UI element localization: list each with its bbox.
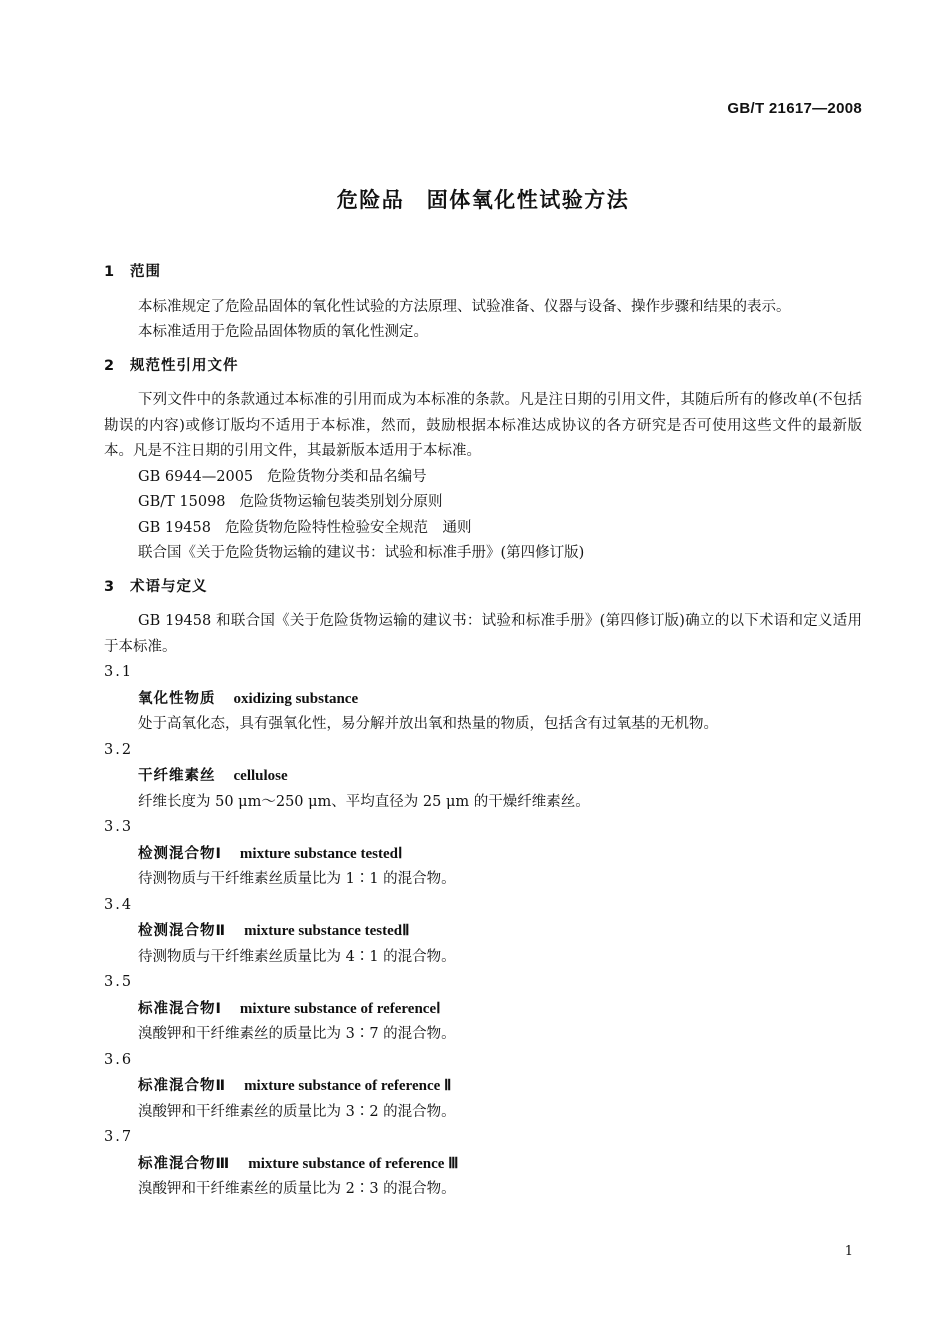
standard-code: GB/T 21617—2008 [727, 100, 862, 117]
paragraph: 本标准规定了危险品固体的氧化性试验的方法原理、试验准备、仪器与设备、操作步骤和结果的表示。 [138, 298, 791, 315]
paragraph: GB 19458 和联合国《关于危险货物运输的建议书：试验和标准手册》(第四修订版)确立的以下术语和定义适用于本标准。 [104, 613, 862, 655]
section-number: 3 [104, 578, 116, 595]
term-name-en: mixture substance testedⅠ [239, 845, 403, 862]
section-number: 2 [104, 357, 116, 374]
document-body [104, 260, 862, 1203]
term-definition: 溴酸钾和干纤维素丝的质量比为 2∶3 的混合物。 [138, 1181, 456, 1197]
term-name [104, 996, 862, 1023]
term-number: 3.1 [104, 664, 134, 680]
term-name [104, 841, 862, 868]
term-definition: 纤维长度为 50 μm～250 μm、平均直径为 25 μm 的干燥纤维素丝。 [138, 793, 590, 810]
term-name-zh: 标准混合物Ⅱ [138, 1078, 227, 1094]
page-number: 1 [844, 1244, 853, 1259]
term-name-zh: 检测混合物Ⅱ [138, 923, 227, 939]
paragraph: 本标准适用于危险品固体物质的氧化性测定。 [138, 324, 428, 340]
term-name-en: mixture substance of reference Ⅲ [248, 1155, 459, 1172]
term-definition: 溴酸钾和干纤维素丝的质量比为 3∶2 的混合物。 [138, 1103, 456, 1120]
reference-item [104, 516, 862, 542]
reference-title: 危险货物分类和品名编号 [267, 468, 427, 485]
term-name-zh: 标准混合物Ⅰ [138, 1000, 222, 1017]
term-name-zh: 标准混合物Ⅲ [138, 1155, 231, 1172]
term-number: 3.3 [104, 819, 134, 835]
term-name-zh: 干纤维素丝 [138, 768, 216, 784]
reference-title: 联合国《关于危险货物运输的建议书：试验和标准手册》(第四修订版) [138, 545, 585, 561]
term-number: 3.6 [104, 1051, 134, 1068]
term-number: 3.7 [104, 1129, 134, 1145]
term-name [104, 1073, 862, 1100]
document-title: 危险品 固体氧化性试验方法 [336, 188, 630, 212]
reference-code: GB 6944—2005 [138, 468, 254, 485]
term-name [104, 918, 862, 945]
term-number: 3.5 [104, 974, 134, 990]
term-name-en: oxidizing substance [233, 690, 359, 707]
term-name-zh: 检测混合物Ⅰ [138, 845, 222, 862]
term-name-zh: 氧化性物质 [138, 690, 216, 707]
reference-item [104, 541, 862, 567]
term-name [104, 1151, 862, 1178]
term-name-en: mixture substance of referenceⅠ [239, 1000, 441, 1017]
term-name [104, 686, 862, 713]
term-definition: 溴酸钾和干纤维素丝的质量比为 3∶7 的混合物。 [138, 1026, 456, 1042]
section-number: 1 [104, 264, 116, 280]
reference-code: GB 19458 [138, 519, 211, 536]
paragraph: 下列文件中的条款通过本标准的引用而成为本标准的条款。凡是注日期的引用文件，其随后所有的修改单(不包括勘误的内容)或修订版均不适用于本标准，然而，鼓励根据本标准达成协议的各方研究是否可使用这些文件的最新版本。凡是不注日期的引用文件，其最新版本适用于本标准。 [104, 392, 862, 459]
section-heading-terms-definitions [104, 575, 862, 601]
section-heading-scope [104, 260, 862, 286]
term-name-en: mixture substance testedⅡ [244, 923, 410, 939]
term-number: 3.4 [104, 896, 134, 913]
section-title: 术语与定义 [130, 578, 208, 595]
reference-item [104, 490, 862, 516]
term-number: 3.2 [104, 741, 134, 758]
reference-title: 危险货物运输包装类别划分原则 [239, 494, 443, 510]
section-heading-normative-references [104, 354, 862, 380]
term-definition: 处于高氧化态，具有强氧化性，易分解并放出氧和热量的物质，包括含有过氧基的无机物。 [138, 716, 718, 732]
term-name-en: cellulose [233, 768, 288, 784]
term-definition: 待测物质与干纤维素丝质量比为 4∶1 的混合物。 [138, 948, 456, 965]
term-name [104, 763, 862, 790]
reference-item [104, 465, 862, 491]
reference-code: GB/T 15098 [138, 494, 226, 510]
term-definition: 待测物质与干纤维素丝质量比为 1∶1 的混合物。 [138, 871, 456, 887]
section-title: 规范性引用文件 [130, 357, 239, 374]
reference-title: 危险货物危险特性检验安全规范 通则 [224, 519, 472, 536]
section-title: 范围 [130, 264, 161, 280]
term-name-en: mixture substance of reference Ⅱ [244, 1078, 452, 1094]
